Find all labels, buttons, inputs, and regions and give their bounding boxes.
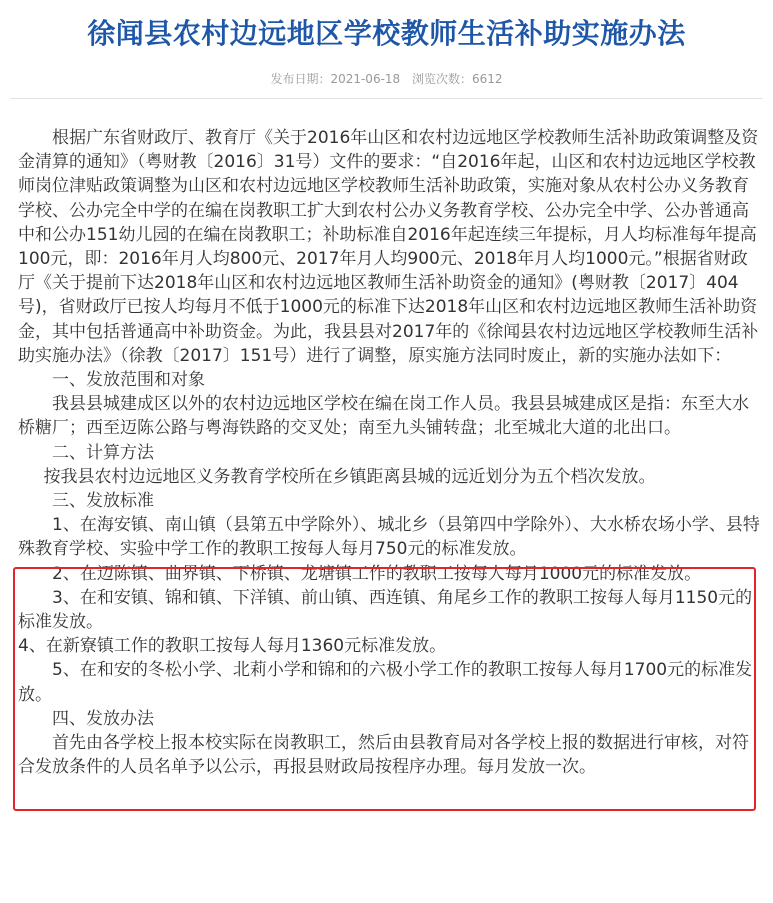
- scope-paragraph: 我县县城建成区以外的农村边远地区学校在编在岗工作人员。我县县城建成区是指：东至大水桥糖厂；西至迈陈公路与粤海铁路的交叉处；南至九头铺转盘；北至城北大道的北出口。: [18, 394, 749, 439]
- section-heading-method: 二、计算方法: [52, 442, 154, 463]
- standard-item: 2、在迈陈镇、曲界镇、下桥镇、龙塘镇工作的教职工按每人每月1000元的标准发放。: [52, 563, 702, 584]
- title-divider: [10, 98, 763, 99]
- article-body: [18, 126, 763, 779]
- standard-item: 3、在和安镇、锦和镇、下洋镇、前山镇、西连镇、角尾乡工作的教职工按每人每月1150元的标准发放。: [18, 587, 753, 633]
- section-heading-scope: 一、发放范围和对象: [52, 370, 205, 391]
- standard-item: 1、在海安镇、南山镇（县第五中学除外）、城北乡（县第四中学除外）、大水桥农场小学、县特殊教育学校、实验中学工作的教职工按每人每月750元的标准发放。: [18, 515, 760, 560]
- view-count: 浏览次数：6612: [412, 72, 503, 86]
- section-heading-standard: 三、发放标准: [52, 491, 154, 512]
- article-meta: [0, 70, 773, 87]
- publish-date: 发布日期：2021-06-18: [270, 72, 401, 86]
- method-paragraph: 按我县农村边远地区义务教育学校所在乡镇距离县城的远近划分为五个档次发放。: [43, 466, 656, 487]
- standard-item: 4、在新寮镇工作的教职工按每人每月1360元标准发放。: [18, 636, 447, 657]
- article-title: 徐闻县农村边远地区学校教师生活补助实施办法: [87, 17, 686, 50]
- section-heading-payment: 四、发放办法: [52, 708, 154, 729]
- standard-item: 5、在和安的冬松小学、北莉小学和锦和的六极小学工作的教职工按每人每月1700元的标准发放。: [18, 660, 753, 705]
- intro-paragraph: 根据广东省财政厅、教育厅《关于2016年山区和农村边远地区学校教师生活补助政策调整及资金清算的通知》（粤财教〔2016〕31号）文件的要求：“自2016年起，山区和农村边远地区学校教师岗位津贴政策调整为山区和农村边远地区学校教师生活补助政策，实施对象从农村公办义务教育学校、公办完全中学的在编在岗教职工扩大到农村公办义务教育学校、公办完全中学、公办普通高中和公办151幼儿园的在编在岗教职工；补助标准自2016年起连续三年提标，月人均标准每年提高100元，即：2016年月人均800元、2017年月人均900元、2018年月人均1000元。”根据省财政厅《关于提前下达2018年山区和农村边远地区教师生活补助资金的通知》(粤财教〔2017〕404号)，省财政厅已按人均每月不低于1000元的标准下达2018年山区和农村边远地区教师生活补助资金，其中包括普通高中补助资金。为此，我县县对2017年的《徐闻县农村边远地区学校教师生活补助实施办法》（徐教〔2017〕151号）进行了调整，原实施方法同时废止，新的实施办法如下：: [18, 128, 759, 366]
- payment-paragraph: 首先由各学校上报本校实际在岗教职工，然后由县教育局对各学校上报的数据进行审核，对符合发放条件的人员名单予以公示，再报县财政局按程序办理。每月发放一次。: [18, 733, 749, 778]
